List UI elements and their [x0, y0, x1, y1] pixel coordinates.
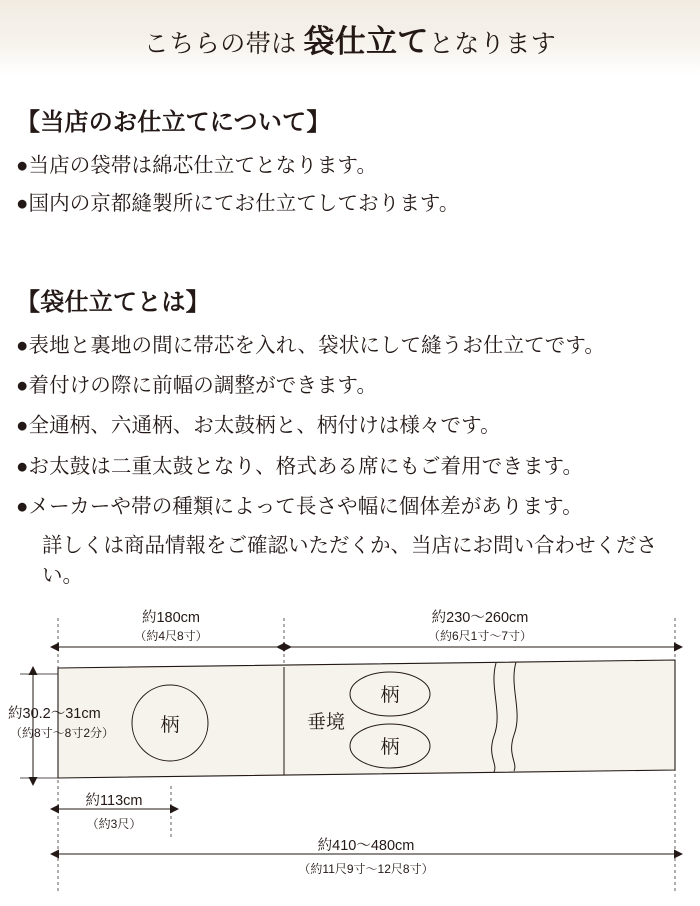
content-body: [0, 76, 700, 592]
dim-top-right: [284, 609, 675, 647]
section-fukuro: [16, 282, 684, 592]
section-shitate: [16, 102, 684, 220]
section-fukuro-bullet-4: ●お太鼓は二重太鼓となり、格式ある席にもご着用できます。: [16, 455, 584, 478]
page-title-emphasis: 袋仕立て: [303, 23, 429, 59]
dim-top-left-sub: （約4尺8寸）: [134, 628, 208, 643]
dim-left-height-sub: （約8寸〜8寸2分）: [10, 725, 115, 740]
pattern-oval-top-label: 柄: [380, 684, 400, 706]
obi-dimension-diagram: [0, 606, 700, 906]
dim-bottom-total-sub: （約11尺9寸〜12尺8寸）: [298, 861, 434, 876]
dim-top-right-main: 約230〜260cm: [431, 609, 529, 626]
page-title: [144, 16, 557, 61]
dim-bottom-left-sub: （約3尺）: [86, 816, 142, 831]
dim-left-height-main: 約30.2〜31cm: [8, 705, 101, 722]
section-shitate-heading: 【当店のお仕立てについて】: [16, 110, 331, 136]
section-shitate-bullet-1: ●当店の袋帯は綿芯仕立てとなります。: [16, 155, 378, 177]
page-title-suffix: となります: [428, 30, 557, 58]
page-header: [0, 0, 700, 76]
section-fukuro-bullet-1: ●表地と裏地の間に帯芯を入れ、袋状にして縫うお仕立てです。: [16, 334, 605, 357]
section-shitate-bullet-2: ●国内の京都縫製所にてお仕立てしております。: [16, 193, 460, 216]
dim-bottom-total-main: 約410〜480cm: [317, 837, 415, 854]
section-fukuro-bullet-5: ●メーカーや帯の種類によって長さや幅に個体差があります。: [16, 495, 583, 518]
fold-boundary-label: 垂境: [307, 711, 346, 733]
dim-top-right-sub: （約6尺1寸〜7寸）: [427, 628, 533, 643]
pattern-oval-bottom-label: 柄: [380, 736, 400, 758]
section-fukuro-subline: 詳しくは商品情報をご確認いただくか、当店にお問い合わせください。: [42, 535, 657, 588]
obi-shape: [58, 660, 675, 778]
dim-bottom-left-main: 約113cm: [85, 792, 143, 809]
dim-bottom-total: [58, 837, 675, 876]
dim-top-left-main: 約180cm: [141, 609, 201, 626]
section-fukuro-bullet-2: ●着付けの際に前幅の調整ができます。: [16, 374, 378, 397]
pattern-circle-label: 柄: [160, 714, 180, 736]
dim-bottom-left: [58, 792, 171, 831]
section-fukuro-heading: 【袋仕立てとは】: [16, 289, 210, 316]
dim-top-left: [58, 609, 284, 647]
section-spacer: [16, 228, 684, 270]
page-title-prefix: こちらの帯は: [143, 30, 304, 58]
section-fukuro-bullet-3: ●全通柄、六通柄、お太鼓柄と、柄付けは様々です。: [16, 415, 501, 438]
